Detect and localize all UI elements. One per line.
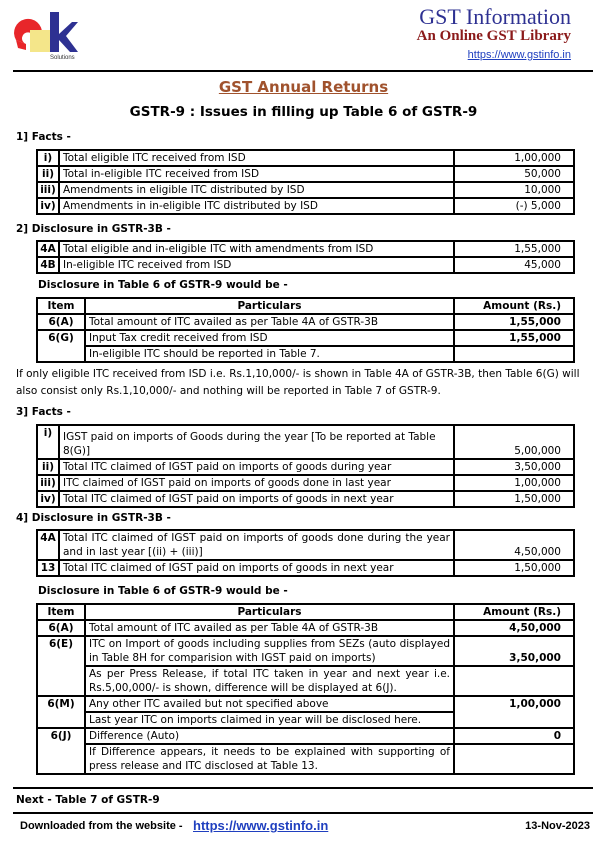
- row-item: 6(J): [37, 728, 85, 744]
- table-row: [37, 491, 574, 507]
- row-item: 6(A): [37, 620, 85, 636]
- row-key: iii): [37, 182, 59, 198]
- row-text: Total in-eligible ITC received from ISD: [59, 166, 454, 182]
- row-amount: [454, 712, 574, 728]
- row-text: Total ITC claimed of IGST paid on imports of goods done during the year and in last year [(ii) + (iii)]: [59, 530, 454, 560]
- row-item: [37, 666, 85, 696]
- row-amount: 1,55,000: [454, 241, 574, 257]
- row-amount: 3,50,000: [454, 636, 574, 666]
- table-row: [37, 198, 574, 214]
- table-header-row: [37, 298, 574, 314]
- row-key: 4A: [37, 530, 59, 560]
- row-amount: 1,00,000: [454, 150, 574, 166]
- row-text: Total eligible ITC received from ISD: [59, 150, 454, 166]
- table-row: [37, 257, 574, 273]
- row-amount: 1,00,000: [454, 696, 574, 712]
- row-amount: [454, 744, 574, 774]
- footer-date: 13-Nov-2023: [525, 820, 590, 832]
- row-key: 4A: [37, 241, 59, 257]
- part1-heading: 1] Facts -: [16, 131, 71, 143]
- col-particulars: Particulars: [85, 298, 454, 314]
- table-row: [37, 330, 574, 346]
- row-amount: 4,50,000: [454, 620, 574, 636]
- part2-table: [36, 240, 575, 274]
- row-text: Total amount of ITC availed as per Table 4A of GSTR-3B: [85, 620, 454, 636]
- row-amount: 1,55,000: [454, 330, 574, 346]
- row-amount: 4,50,000: [454, 530, 574, 560]
- table-row: [37, 728, 574, 744]
- col-amount: Amount (Rs.): [454, 298, 574, 314]
- part2-table6-heading: Disclosure in Table 6 of GSTR-9 would be -: [38, 279, 288, 291]
- row-text: Total ITC claimed of IGST paid on imports of goods during year: [59, 459, 454, 475]
- part4-heading: 4] Disclosure in GSTR-3B -: [16, 512, 171, 524]
- table-header-row: [37, 604, 574, 620]
- row-key: iv): [37, 198, 59, 214]
- table-row: [37, 560, 574, 576]
- row-text: In-eligible ITC received from ISD: [59, 257, 454, 273]
- part3-table: [36, 424, 575, 508]
- row-key: iii): [37, 475, 59, 491]
- footer-url-link[interactable]: https://www.gstinfo.in: [193, 818, 329, 833]
- header-divider: [13, 70, 593, 72]
- table-row: [37, 475, 574, 491]
- page-subtitle: GSTR-9 : Issues in filling up Table 6 of GSTR-9: [129, 104, 478, 120]
- row-key: 13: [37, 560, 59, 576]
- row-text: Total ITC claimed of IGST paid on imports of goods in next year: [59, 560, 454, 576]
- row-amount: 5,00,000: [454, 425, 574, 459]
- col-item: Item: [37, 298, 85, 314]
- footer-divider-bottom: [13, 812, 593, 814]
- row-amount: 1,50,000: [454, 491, 574, 507]
- row-text: ITC on Import of goods including supplies from SEZs (auto displayed in Table 8H for comparision with IGST paid on imports): [85, 636, 454, 666]
- table-row: [37, 712, 574, 728]
- row-key: i): [37, 425, 59, 459]
- table-row: [37, 182, 574, 198]
- row-text: Total ITC claimed of IGST paid on imports of goods in next year: [59, 491, 454, 507]
- row-text: Last year ITC on imports claimed in year will be disclosed here.: [85, 712, 454, 728]
- row-key: 4B: [37, 257, 59, 273]
- section-title: GST Annual Returns: [218, 78, 389, 96]
- logo-text: Solutions: [50, 55, 75, 60]
- row-amount: (-) 5,000: [454, 198, 574, 214]
- part1-table: [36, 149, 575, 215]
- row-amount: 1,50,000: [454, 560, 574, 576]
- row-text: IGST paid on imports of Goods during the year [To be reported at Table 8(G)]: [59, 425, 454, 459]
- row-key: ii): [37, 166, 59, 182]
- part2-heading: 2] Disclosure in GSTR-3B -: [16, 223, 171, 235]
- part4-table6: [36, 603, 575, 775]
- row-item: 6(A): [37, 314, 85, 330]
- part2-table6: [36, 297, 575, 363]
- row-item: [37, 712, 85, 728]
- table-row: [37, 530, 574, 560]
- row-amount: 1,00,000: [454, 475, 574, 491]
- row-amount: [454, 346, 574, 362]
- table-row: [37, 314, 574, 330]
- row-text: Input Tax credit received from ISD: [85, 330, 454, 346]
- row-text: ITC claimed of IGST paid on imports of goods done in last year: [59, 475, 454, 491]
- row-item: 6(G): [37, 330, 85, 346]
- table-row: [37, 666, 574, 696]
- table-row: [37, 346, 574, 362]
- row-text: As per Press Release, if total ITC taken in year and next year i.e. Rs.5,00,000/- is shown, difference will be displayed at 6(J).: [85, 666, 454, 696]
- row-amount: 45,000: [454, 257, 574, 273]
- row-text: Difference (Auto): [85, 728, 454, 744]
- table-row: [37, 744, 574, 774]
- row-text: Amendments in in-eligible ITC distributed by ISD: [59, 198, 454, 214]
- table-row: [37, 241, 574, 257]
- csk-logo: [12, 8, 80, 60]
- row-key: i): [37, 150, 59, 166]
- col-item: Item: [37, 604, 85, 620]
- downloaded-label: Downloaded from the website -: [20, 820, 183, 832]
- part2-note: If only eligible ITC received from ISD i.e. Rs.1,10,000/- is shown in Table 4A of GSTR-3B, then Table 6(G) will also consist only Rs.1,10,000/- and nothing will be reported in Table 7 of GSTR-9.: [16, 368, 580, 397]
- row-amount: 0: [454, 728, 574, 744]
- table-row: [37, 166, 574, 182]
- brand-subtitle: An Online GST Library: [416, 28, 571, 44]
- row-key: iv): [37, 491, 59, 507]
- row-item: [37, 744, 85, 774]
- row-amount: 50,000: [454, 166, 574, 182]
- row-text: Total eligible and in-eligible ITC with amendments from ISD: [59, 241, 454, 257]
- table-row: [37, 459, 574, 475]
- brand-url-link[interactable]: https://www.gstinfo.in: [467, 49, 571, 61]
- row-item: 6(M): [37, 696, 85, 712]
- col-particulars: Particulars: [85, 604, 454, 620]
- row-text: In-eligible ITC should be reported in Table 7.: [85, 346, 454, 362]
- part4-table: [36, 529, 575, 577]
- row-amount: [454, 666, 574, 696]
- row-text: Any other ITC availed but not specified above: [85, 696, 454, 712]
- row-text: Total amount of ITC availed as per Table 4A of GSTR-3B: [85, 314, 454, 330]
- row-text: Amendments in eligible ITC distributed by ISD: [59, 182, 454, 198]
- table-row: [37, 696, 574, 712]
- part3-heading: 3] Facts -: [16, 406, 71, 418]
- col-amount: Amount (Rs.): [454, 604, 574, 620]
- row-amount: 1,55,000: [454, 314, 574, 330]
- row-amount: 10,000: [454, 182, 574, 198]
- table-row: [37, 150, 574, 166]
- row-amount: 3,50,000: [454, 459, 574, 475]
- next-table-link[interactable]: Next - Table 7 of GSTR-9: [16, 794, 160, 806]
- table-row: [37, 636, 574, 666]
- table-row: [37, 425, 574, 459]
- row-item: [37, 346, 85, 362]
- row-text: If Difference appears, it needs to be explained with supporting of press release and ITC disclosed at Table 13.: [85, 744, 454, 774]
- footer-divider-top: [13, 787, 593, 789]
- brand-title: GST Information: [419, 4, 571, 29]
- row-item: 6(E): [37, 636, 85, 666]
- row-key: ii): [37, 459, 59, 475]
- part4-table6-heading: Disclosure in Table 6 of GSTR-9 would be -: [38, 585, 288, 597]
- table-row: [37, 620, 574, 636]
